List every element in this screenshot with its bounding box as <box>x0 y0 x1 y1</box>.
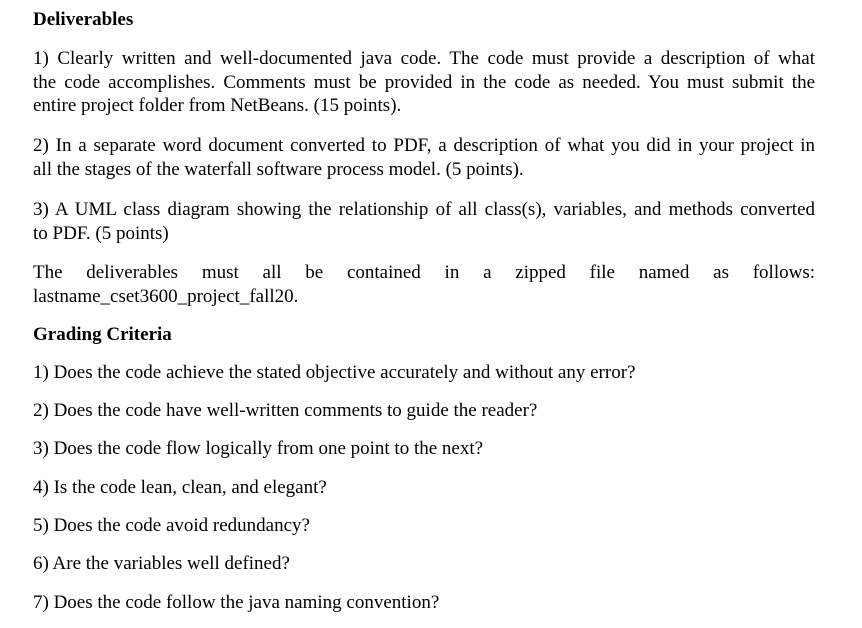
grading-criterion-6: 6) Are the variables well defined? <box>33 553 290 574</box>
grading-criteria-heading: Grading Criteria <box>33 324 172 345</box>
deliverable-item-2 <box>33 134 815 181</box>
grading-criterion-1: 1) Does the code achieve the stated objective accurately and without any error? <box>33 362 636 383</box>
grading-criterion-4: 4) Is the code lean, clean, and elegant? <box>33 477 327 498</box>
deliverable-naming-note-line-2: lastname_cset3600_project_fall20. <box>33 285 299 307</box>
deliverables-heading: Deliverables <box>33 9 134 30</box>
deliverable-item-3-line-2: to PDF. (5 points) <box>33 222 169 244</box>
grading-criterion-3: 3) Does the code flow logically from one point to the next? <box>33 438 484 459</box>
deliverable-item-1-line-1: 1) Clearly written and well-documented java code. The code must provide a description of what <box>33 48 815 69</box>
deliverable-item-1-line-2: the code accomplishes. Comments must be provided in the code as needed. You must submit the <box>33 71 815 93</box>
deliverable-naming-note-line-1: The deliverables must all be contained in a zipped file named as follows: <box>33 262 815 283</box>
grading-criterion-2: 2) Does the code have well-written comments to guide the reader? <box>33 400 538 421</box>
grading-criterion-7: 7) Does the code follow the java naming convention? <box>33 592 440 613</box>
deliverable-item-1-line-3: entire project folder from NetBeans. (15 points). <box>33 95 402 116</box>
deliverable-item-2-line-1: 2) In a separate word document converted to PDF, a description of what you did in your project in <box>33 135 815 156</box>
deliverable-item-3 <box>33 198 815 245</box>
deliverable-naming-note <box>33 261 815 308</box>
deliverable-item-1 <box>33 47 815 118</box>
grading-criterion-5: 5) Does the code avoid redundancy? <box>33 515 310 536</box>
deliverable-item-2-line-2: all the stages of the waterfall software process model. (5 points). <box>33 158 524 180</box>
deliverable-item-3-line-1: 3) A UML class diagram showing the relationship of all class(s), variables, and methods converted <box>33 199 815 220</box>
